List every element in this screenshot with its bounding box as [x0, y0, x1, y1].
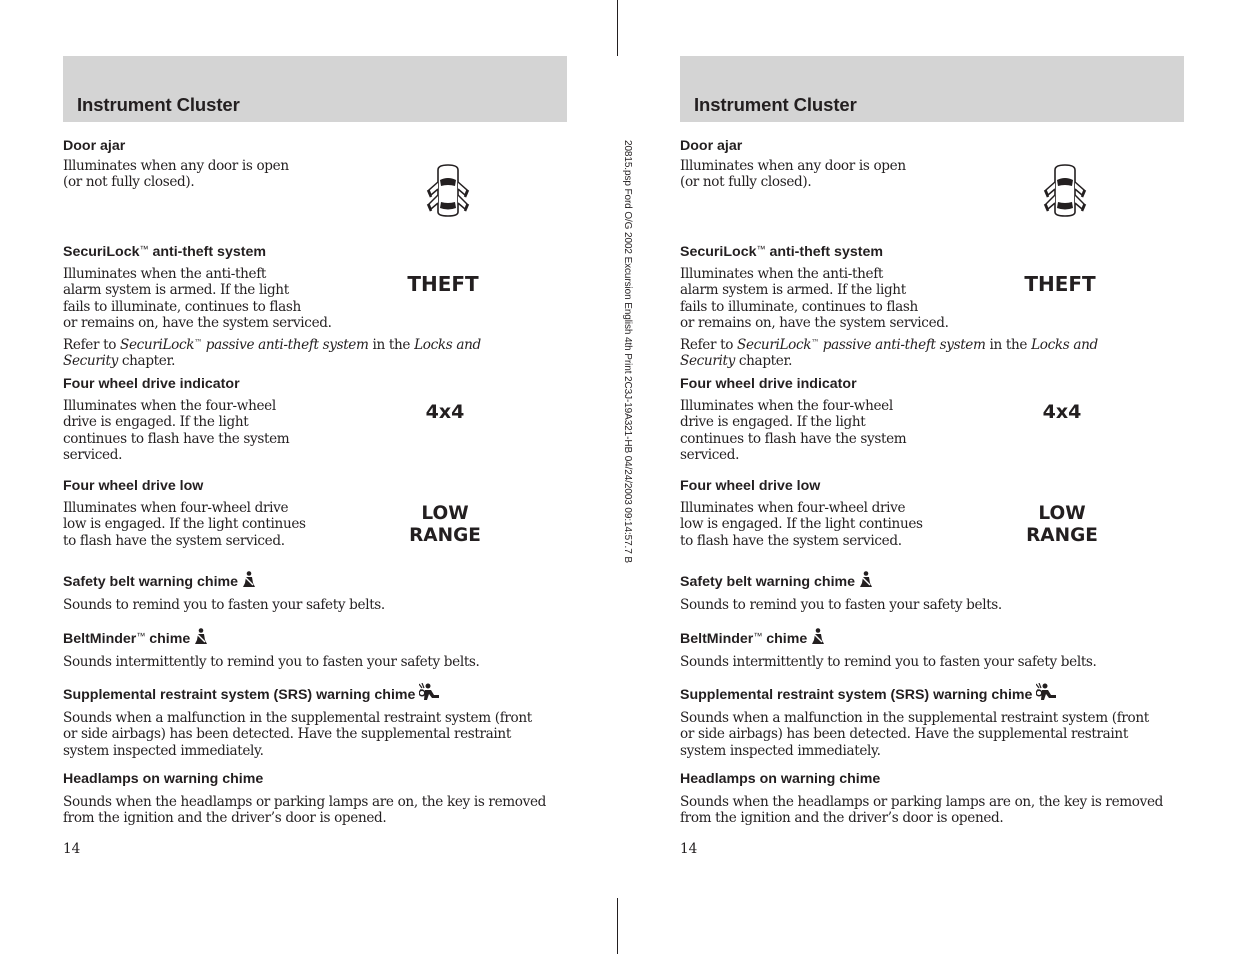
section-header — [63, 56, 567, 122]
seatbelt-icon — [242, 571, 256, 588]
safety-belt-title: Safety belt warning chime — [63, 574, 239, 590]
beltminder-section: BeltMinder™ chime Sounds intermittently to remind you to fasten your safety belts. — [680, 627, 1184, 670]
crop-mark-top — [617, 0, 618, 56]
door-ajar-section: Door ajar Illuminates when any door is open (or not fully closed). — [680, 137, 1184, 191]
airbag-icon — [1036, 683, 1060, 701]
theft-indicator: THEFT — [407, 272, 479, 296]
four-wd-low-title: Four wheel drive low — [63, 478, 204, 494]
header-title: Instrument Cluster — [77, 94, 240, 115]
securilock-title: SecuriLock™ anti-theft system — [63, 244, 266, 260]
securilock-title: SecuriLock™ anti-theft system — [680, 244, 883, 260]
low-range-indicator: LOW RANGE — [1026, 503, 1098, 546]
left-page — [63, 0, 567, 954]
theft-indicator: THEFT — [1024, 272, 1096, 296]
headlamps-title: Headlamps on warning chime — [680, 771, 881, 787]
print-slug: 20815.psp Ford O/G 2002 Excursion English 4th Print 2C3J-19A321-HB 04/24/2003 09:14:57.7 B — [622, 140, 633, 563]
header-title: Instrument Cluster — [694, 94, 857, 115]
safety-belt-section: Safety belt warning chime Sounds to remind you to fasten your safety belts. — [680, 571, 1184, 613]
airbag-icon — [419, 683, 443, 701]
beltminder-title: BeltMinder™ chime — [680, 631, 808, 647]
headlamps-section: Headlamps on warning chime Sounds when the headlamps or parking lamps are on, the key is removed from the ignition and the driver’s door is opened. — [680, 770, 1184, 827]
door-ajar-icon — [423, 162, 473, 220]
section-header — [680, 56, 1184, 122]
beltminder-section: BeltMinder™ chime Sounds intermittently to remind you to fasten your safety belts. — [63, 627, 567, 670]
crop-mark-bottom — [617, 898, 618, 954]
srs-title: Supplemental restraint system (SRS) warning chime — [680, 687, 1033, 703]
four-wd-section: Four wheel drive indicator Illuminates when the four-wheel drive is engaged. If the light continues to flash have the system serviced. — [63, 375, 567, 463]
headlamps-title: Headlamps on warning chime — [63, 771, 264, 787]
four-wd-low-section: Four wheel drive low Illuminates when four-wheel drive low is engaged. If the light continues to flash have the system serviced. — [63, 477, 567, 549]
beltminder-title: BeltMinder™ chime — [63, 631, 191, 647]
four-wd-section: Four wheel drive indicator Illuminates when the four-wheel drive is engaged. If the light continues to flash have the system serviced. — [680, 375, 1184, 463]
safety-belt-section: Safety belt warning chime Sounds to remind you to fasten your safety belts. — [63, 571, 567, 613]
securilock-reference: Refer to SecuriLock™ passive anti-theft system in the Locks and Security chapter. — [63, 337, 481, 370]
safety-belt-title: Safety belt warning chime — [680, 574, 856, 590]
four-wd-title: Four wheel drive indicator — [680, 376, 857, 392]
four-by-four-indicator: 4x4 — [425, 401, 465, 423]
srs-section: Supplemental restraint system (SRS) warning chime Sounds when a malfunction in the supplemental restraint system (front or side airbags) has been detected. Have the supplemental restraint system inspected immediately. — [63, 683, 567, 759]
door-ajar-icon — [1040, 162, 1090, 220]
srs-title: Supplemental restraint system (SRS) warning chime — [63, 687, 416, 703]
low-range-indicator: LOW RANGE — [409, 503, 481, 546]
four-by-four-indicator: 4x4 — [1042, 401, 1082, 423]
headlamps-section: Headlamps on warning chime Sounds when the headlamps or parking lamps are on, the key is removed from the ignition and the driver’s door is opened. — [63, 770, 567, 827]
srs-section: Supplemental restraint system (SRS) warning chime Sounds when a malfunction in the supplemental restraint system (front or side airbags) has been detected. Have the supplemental restraint system inspected immediately. — [680, 683, 1184, 759]
seatbelt-icon — [194, 628, 208, 645]
securilock-section: SecuriLock™ anti-theft system Illuminates when the anti-theft alarm system is armed. If the light fails to illuminate, continues to flash or remains on, have the system serviced. Refer to SecuriLock™ passive anti-theft system in the Locks and Security chapter. — [63, 240, 567, 370]
right-page — [680, 0, 1184, 954]
securilock-section: SecuriLock™ anti-theft system Illuminates when the anti-theft alarm system is armed. If the light fails to illuminate, continues to flash or remains on, have the system serviced. Refer to SecuriLock™ passive anti-theft system in the Locks and Security chapter. — [680, 240, 1184, 370]
door-ajar-title: Door ajar — [63, 138, 126, 154]
page-number: 14 — [63, 841, 81, 857]
door-ajar-title: Door ajar — [680, 138, 743, 154]
securilock-reference: Refer to SecuriLock™ passive anti-theft system in the Locks and Security chapter. — [680, 337, 1098, 370]
page-number: 14 — [680, 841, 698, 857]
door-ajar-section: Door ajar Illuminates when any door is open (or not fully closed). — [63, 137, 567, 191]
seatbelt-icon — [811, 628, 825, 645]
four-wd-title: Four wheel drive indicator — [63, 376, 240, 392]
seatbelt-icon — [859, 571, 873, 588]
four-wd-low-section: Four wheel drive low Illuminates when four-wheel drive low is engaged. If the light continues to flash have the system serviced. — [680, 477, 1184, 549]
four-wd-low-title: Four wheel drive low — [680, 478, 821, 494]
